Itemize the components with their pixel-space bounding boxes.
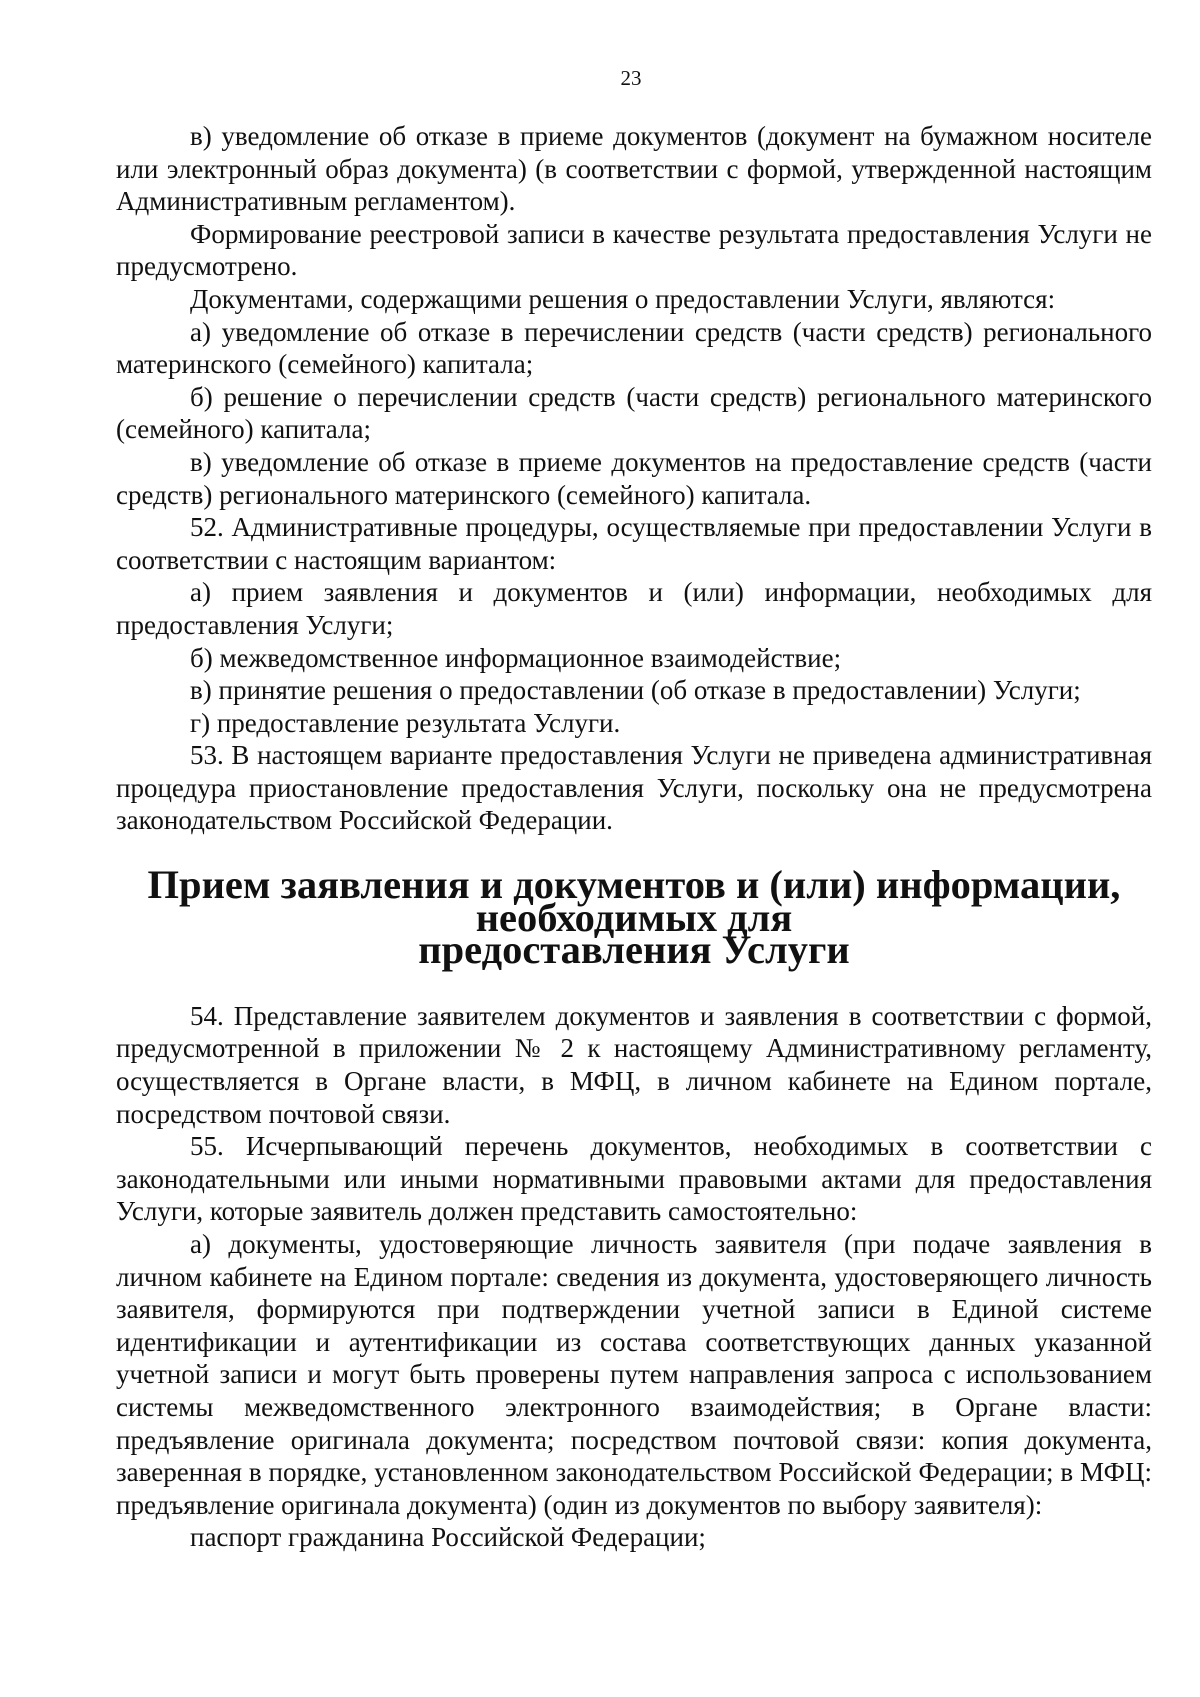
paragraph: Формирование реестровой записи в качестве результата предоставления Услуги не предусмотрено. (116, 218, 1152, 282)
list-item: в) уведомление об отказе в приеме документов на предоставление средств (части средств) регионального материнского (семейного) капитала. (116, 446, 1152, 510)
document-body (116, 120, 1152, 1554)
list-item: а) уведомление об отказе в перечислении средств (части средств) регионального материнского (семейного) капитала; (116, 316, 1152, 380)
paragraph: в) уведомление об отказе в приеме документов (документ на бумажном носителе или электронный образ документа) (в соответствии с формой, утвержденной настоящим Административным регламентом). (116, 121, 1152, 217)
list-item: г) предоставление результата Услуги. (190, 707, 621, 738)
list-item: а) прием заявления и документов и (или) информации, необходимых для предоставления Услуги; (116, 577, 1152, 640)
section-heading (116, 862, 1152, 973)
list-item: в) принятие решения о предоставлении (об отказе в предоставлении) Услуги; (190, 675, 1081, 706)
paragraph: Документами, содержащими решения о предоставлении Услуги, являются: (190, 283, 1056, 314)
section-heading-line: Прием заявления и документов и (или) информации, необходимых для (147, 862, 1121, 940)
list-item: б) межведомственное информационное взаимодействие; (190, 642, 842, 673)
numbered-paragraph: 55. Исчерпывающий перечень документов, необходимых в соответствии с законодательными или иными нормативными правовыми актами для предоставления Услуги, которые заявитель должен представить самостоятельно: (116, 1131, 1152, 1227)
section-heading-line: предоставления Услуги (418, 927, 850, 973)
list-item: паспорт гражданина Российской Федерации; (190, 1522, 706, 1553)
numbered-paragraph: 52. Административные процедуры, осуществляемые при предоставлении Услуги в соответствии с настоящим вариантом: (116, 512, 1152, 575)
list-item: а) документы, удостоверяющие личность заявителя (при подаче заявления в личном кабинете на Едином портале: сведения из документа, удостоверяющего личность заявителя, формируются при подтверждении учетной записи в Единой системе идентификации и аутентификации из состава соответствующих данных указанной учетной записи и могут быть проверены путем направления запроса с использованием системы межведомственного электронного взаимодействия; в Органе власти: предъявление оригинала документа; посредством почтовой связи: копия документа, заверенная в порядке, установленном законодательством Российской Федерации; в МФЦ: предъявление оригинала документа) (один из документов по выбору заявителя): (116, 1229, 1152, 1520)
list-item: б) решение о перечислении средств (части средств) регионального материнского (семейного) капитала; (116, 381, 1152, 445)
numbered-paragraph: 53. В настоящем варианте предоставления Услуги не приведена административная процедура приостановление предоставления Услуги, поскольку она не предусмотрена законодательством Российской Федерации. (116, 740, 1152, 836)
page-number: 23 (620, 66, 642, 90)
numbered-paragraph: 54. Представление заявителем документов и заявления в соответствии с формой, предусмотренной в приложении № 2 к настоящему Административному регламенту, осуществляется в Органе власти, в МФЦ, в личном кабинете на Едином портале, посредством почтовой связи. (116, 1000, 1152, 1129)
